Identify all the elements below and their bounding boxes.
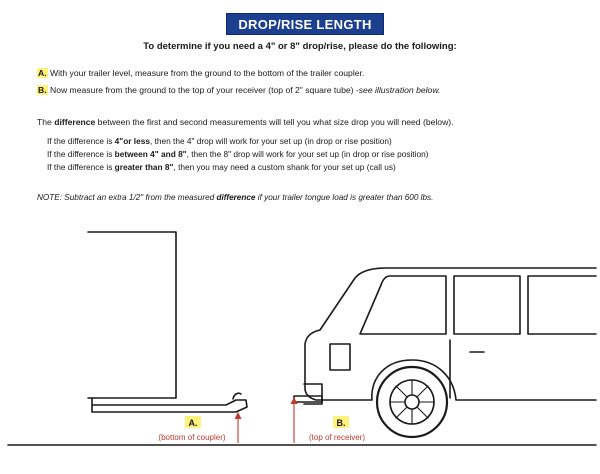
- rule-bold: between 4" and 8": [114, 149, 187, 159]
- rule-text: If the difference is: [47, 136, 115, 146]
- rule-text: If the difference is: [47, 162, 115, 172]
- difference-intro-bold: difference: [54, 117, 96, 127]
- label-b-text: (top of receiver): [308, 433, 366, 442]
- rule-bold: 4"or less: [114, 136, 150, 146]
- step-a-text: With your trailer level, measure from the ground to the bottom of the trailer coupler.: [47, 68, 365, 78]
- label-a-text: (bottom of coupler): [158, 433, 226, 442]
- rule-bold: greater than 8": [114, 162, 174, 172]
- label-b-letter: B.: [336, 418, 346, 428]
- note-bold: difference: [216, 193, 256, 202]
- step-b-text: Now measure from the ground to the top of your receiver (top of 2" square tube): [47, 85, 356, 95]
- step-a-tag: A.: [38, 68, 47, 78]
- rule-text: , then the 8" drop will work for your set up (in drop or rise position): [186, 149, 429, 159]
- rule-text: , then the 4" drop will work for your set up (in drop or rise position): [149, 136, 392, 146]
- suv: [294, 268, 596, 437]
- arrow-a-head-icon: [235, 412, 242, 419]
- trailer: [88, 232, 247, 412]
- note-before: NOTE: Subtract an extra 1/2" from the measured: [37, 193, 217, 202]
- rule-text: , then you may need a custom shank for your set up (call us): [173, 162, 396, 172]
- measurement-arrows: [235, 397, 298, 443]
- difference-intro-before: The: [37, 117, 55, 127]
- step-b-tag: B.: [38, 85, 47, 95]
- intro-text: To determine if you need a 4" or 8" drop/rise, please do the following:: [143, 41, 457, 52]
- label-a-letter: A.: [188, 418, 198, 428]
- page-title: DROP/RISE LENGTH: [226, 13, 384, 35]
- difference-intro-after: between the first and second measurements will tell you what size drop you will need (below).: [95, 117, 454, 127]
- step-b-emphasis: -see illustration below.: [355, 85, 441, 95]
- note-after: if your trailer tongue load is greater than 600 lbs.: [255, 193, 434, 202]
- arrow-b-head-icon: [291, 397, 298, 404]
- rule-text: If the difference is: [47, 149, 115, 159]
